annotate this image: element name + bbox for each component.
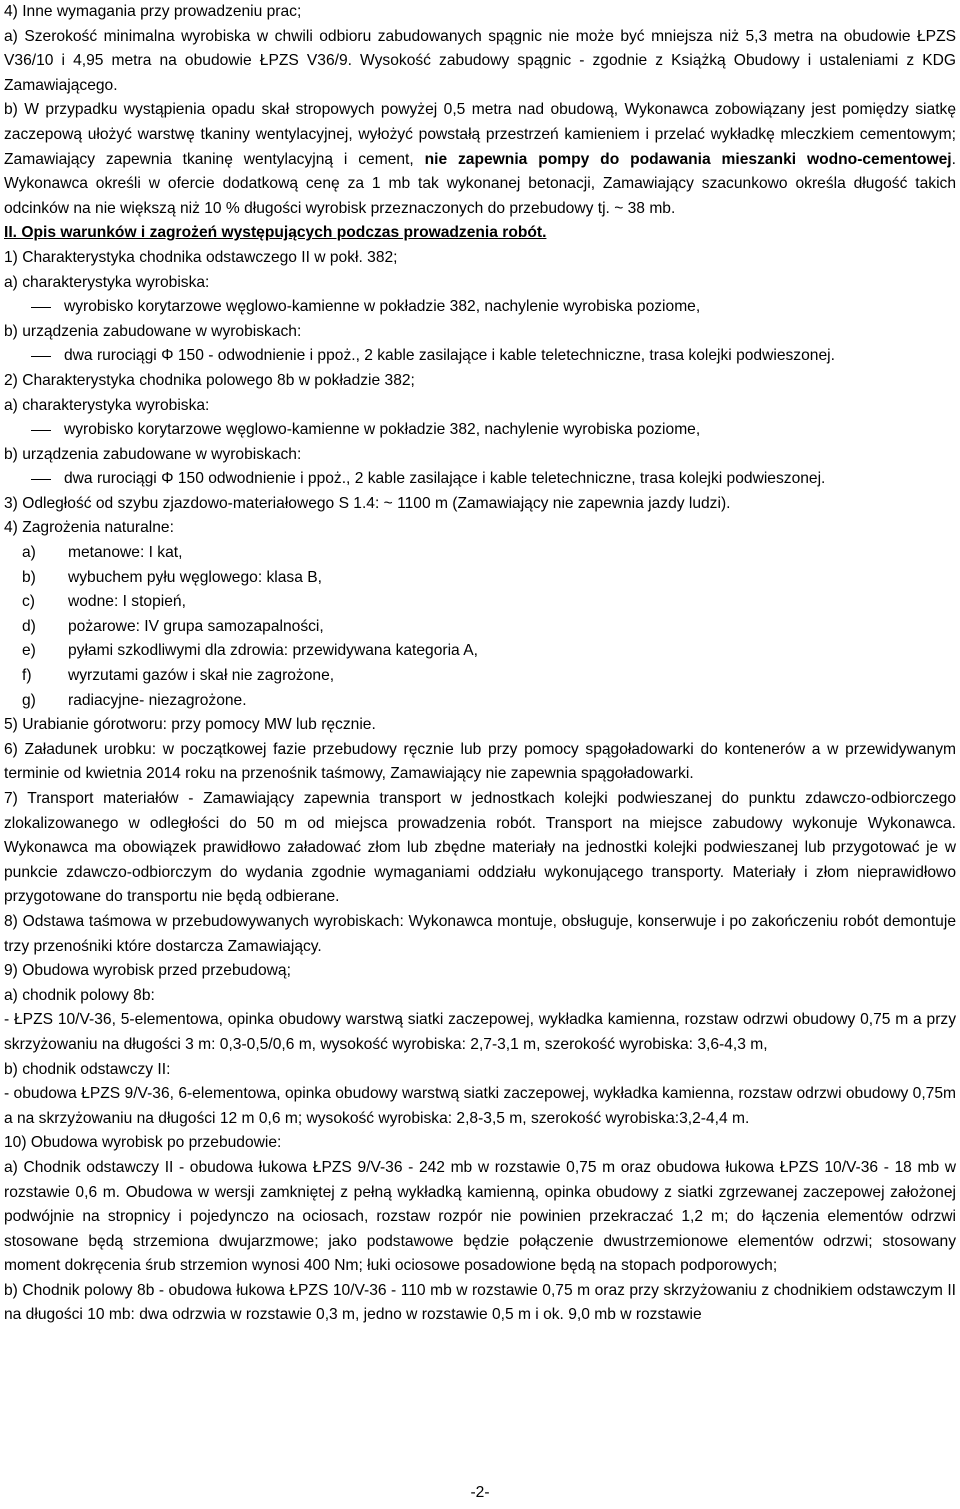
item-1b-label: b) urządzenia zabudowane w wyrobiskach:: [4, 322, 302, 340]
section-4b-text-2: . Wykonawca określi w ofercie dodatkową cenę za 1 mb tak wykonanej betonacji, Zamawiający szacunkowo określa długość takich odcinków na nie większą niż 10 % długości wyrobisk przeznaczonych do przebudowy tj. ~ 38 mb.: [4, 150, 956, 217]
item-10a-paragraph: a) Chodnik odstawczy II - obudowa łukowa ŁPZS 9/V-36 - 242 mb w rozstawie 0,75 m oraz obudowa łukowa ŁPZS 10/V-36 - 18 mb w rozstawie 0,6 m. Obudowa w wersji zamkniętej z pełną wykładką kamienną, opinka obudowy z siatki zgrzewanej zaczepowej założonej podwójnie na stropnicy i pojedynczo na ociosach, rozstaw rozpór nie powinien przekraczać 1,2 m; do łączenia elementów odrzwi stosowane będą strzemiona dwujarzmowe; jako podstawowe będzie połączenie dwustrzemionowe elementów odrzwi; stosowany moment dokręcenia śrub strzemion wynosi 400 Nm; łuki ociosowe posadowione będą na stopach podporowych;: [4, 1158, 956, 1275]
page-number: -2-: [470, 1484, 490, 1501]
section-4a-paragraph: a) Szerokość minimalna wyrobiska w chwili odbioru zabudowanych spągnic nie może być mniejsza niż 5,3 metra na obudowie ŁPZS V36/10 i 4,95 metra na obudowie ŁPZS V36/9. Wysokość zabudowy spągnic - zgodnie z Książką Obudowy i ustaleniami z KDG Zamawiającego.: [4, 27, 956, 94]
item-1a-label: a) charakterystyka wyrobiska:: [4, 273, 210, 291]
hazard-item: [4, 615, 956, 640]
hazard-text: radiacyjne- niezagrożone.: [68, 691, 247, 709]
hazard-marker: c): [22, 593, 35, 611]
hazard-marker: f): [22, 667, 32, 685]
hazard-marker: a): [22, 544, 36, 562]
dash-bullet: [31, 356, 51, 357]
hazard-text: pyłami szkodliwymi dla zdrowia: przewidywana kategoria A,: [68, 642, 478, 660]
hazard-item: [4, 664, 956, 689]
item-9a-paragraph: - ŁPZS 10/V-36, 5-elementowa, opinka obudowy warstwą siatki zaczepowej, wykładka kamienna, rozstaw odrzwi obudowy 0,75 m a przy skrzyżowaniu na długości 3 m: 0,3-0,5/0,6 m, wysokość wyrobiska: 2,7-3,1 m, szerokość wyrobiska: 3,6-4,3 m,: [4, 1011, 956, 1053]
dash-bullet: [31, 479, 51, 480]
section-II-heading: II. Opis warunków i zagrożeń występujących podczas prowadzenia robót.: [4, 224, 547, 242]
dash-bullet: [31, 430, 51, 431]
hazard-marker: g): [22, 691, 36, 709]
item-1b-dash-entry: [4, 344, 956, 369]
item-2b-dash-entry: [4, 467, 956, 492]
dash-bullet: [31, 307, 51, 308]
hazard-marker: d): [22, 617, 36, 635]
item-8-paragraph: 8) Odstawa taśmowa w przebudowywanych wyrobiskach: Wykonawca montuje, obsługuje, konserwuje i po zakończeniu robót demontuje trzy przenośniki które dostarcza Zamawiający.: [4, 912, 956, 955]
item-2b-label: b) urządzenia zabudowane w wyrobiskach:: [4, 445, 302, 463]
item-5-paragraph: 5) Urabianie górotworu: przy pomocy MW lub ręcznie.: [4, 716, 376, 734]
item-9-heading: 9) Obudowa wyrobisk przed przebudową;: [4, 962, 291, 980]
item-1a-dash-text: wyrobisko korytarzowe węglowo-kamienne w pokładzie 382, nachylenie wyrobiska poziome,: [64, 298, 701, 316]
item-10b-paragraph: b) Chodnik polowy 8b - obudowa łukowa ŁPZS 10/V-36 - 110 mb w rozstawie 0,75 m oraz przy skrzyżowaniu z chodnikiem odstawczym II na długości 10 mb: dwa odrzwia w rozstawie 0,3 m, jedno w rozstawie 0,5 m i ok. 9,0 mb w rozstawie: [4, 1281, 956, 1324]
hazard-item: [4, 566, 956, 591]
hazard-item: [4, 639, 956, 664]
item-1b-dash-text: dwa rurociągi Φ 150 - odwodnienie i ppoż., 2 kable zasilające i kable teletechniczne, trasa kolejki podwieszonej.: [64, 347, 835, 365]
item-2-heading: 2) Charakterystyka chodnika polowego 8b w pokładzie 382;: [4, 371, 415, 389]
item-4-heading: 4) Zagrożenia naturalne:: [4, 519, 174, 537]
item-7-paragraph: 7) Transport materiałów - Zamawiający zapewnia transport w jednostkach kolejki podwieszanej do punktu zdawczo-odbiorczego zlokalizowanego w odległości do 50 m od miejsca prowadzenia robót. Transport na miejsce zabudowy wykonuje Wykonawca. Wykonawca ma obowiązek prawidłowo załadować złom lub zbędne materiały na jednostki kolejki podwieszanej lub przygotować je w punkcie zdawczo-odbiorczym do wydania zgodnie wymaganiami oddziału wykonującego transporty. Materiały i złom nieprawidłowo przygotowane do transportu nie będą odbierane.: [4, 790, 956, 906]
item-2a-dash-text: wyrobisko korytarzowe węglowo-kamienne w pokładzie 382, nachylenie wyrobiska poziome,: [64, 421, 701, 439]
item-1a-dash-entry: [4, 295, 956, 320]
item-3-paragraph: 3) Odległość od szybu zjazdowo-materiałowego S 1.4: ~ 1100 m (Zamawiający nie zapewnia jazdy ludzi).: [4, 494, 731, 512]
hazard-text: wyrzutami gazów i skał nie zagrożone,: [68, 667, 335, 685]
item-2b-dash-text: dwa rurociągi Φ 150 odwodnienie i ppoż., 2 kable zasilające i kable teletechniczne, trasa kolejki podwieszonej.: [64, 470, 826, 488]
hazard-text: metanowe: I kat,: [68, 544, 183, 562]
item-2a-label: a) charakterystyka wyrobiska:: [4, 396, 210, 414]
hazard-text: wybuchem pyłu węglowego: klasa B,: [68, 568, 322, 586]
item-2a-dash-entry: [4, 418, 956, 443]
hazard-marker: e): [22, 642, 36, 660]
item-9a-label: a) chodnik polowy 8b:: [4, 986, 155, 1004]
hazard-list: [4, 541, 956, 713]
item-1-heading: 1) Charakterystyka chodnika odstawczego II w pokł. 382;: [4, 248, 398, 266]
section-4b-paragraph: [4, 98, 956, 221]
hazard-item: [4, 590, 956, 615]
section-4-heading: 4) Inne wymagania przy prowadzeniu prac;: [4, 3, 302, 20]
document-body: [4, 0, 956, 1328]
section-4b-bold-text: nie zapewnia pompy do podawania mieszanki wodno-cementowej: [424, 150, 952, 168]
hazard-text: wodne: I stopień,: [68, 593, 186, 611]
item-6-paragraph: 6) Załadunek urobku: w początkowej fazie przebudowy ręcznie lub przy pomocy spągoładowarki do kontenerów a w przewidywanym terminie od kwietnia 2014 roku na przenośnik taśmowy, Zamawiający nie zapewnia spągoładowarki.: [4, 740, 956, 783]
item-9b-paragraph: - obudowa ŁPZS 9/V-36, 6-elementowa, opinka obudowy warstwą siatki zaczepowej, wykładka kamienna, rozstaw odrzwi obudowy 0,75m a na skrzyżowaniu na długości 12 m 0,6 m; wysokość wyrobiska: 2,8-3,5 m, szerokość wyrobiska:3,2-4,4 m.: [4, 1085, 956, 1127]
item-9b-label: b) chodnik odstawczy II:: [4, 1060, 171, 1078]
hazard-text: pożarowe: IV grupa samozapalności,: [68, 617, 324, 635]
hazard-item: [4, 541, 956, 566]
hazard-marker: b): [22, 568, 36, 586]
section-4b-text-1: b) W przypadku wystąpienia opadu skał stropowych powyżej 0,5 metra nad obudową, Wykonawca zobowiązany jest pomiędzy siatkę zaczepową ułożyć warstwę tkaniny wentylacyjnej, wyłożyć powstałą przestrzeń kamieniem i przelać wykładkę mleczkiem cementowym; Zamawiający zapewnia tkaninę wentylacyjną i cement,: [4, 101, 956, 168]
item-10-heading: 10) Obudowa wyrobisk po przebudowie:: [4, 1134, 282, 1152]
hazard-item: [4, 689, 956, 714]
